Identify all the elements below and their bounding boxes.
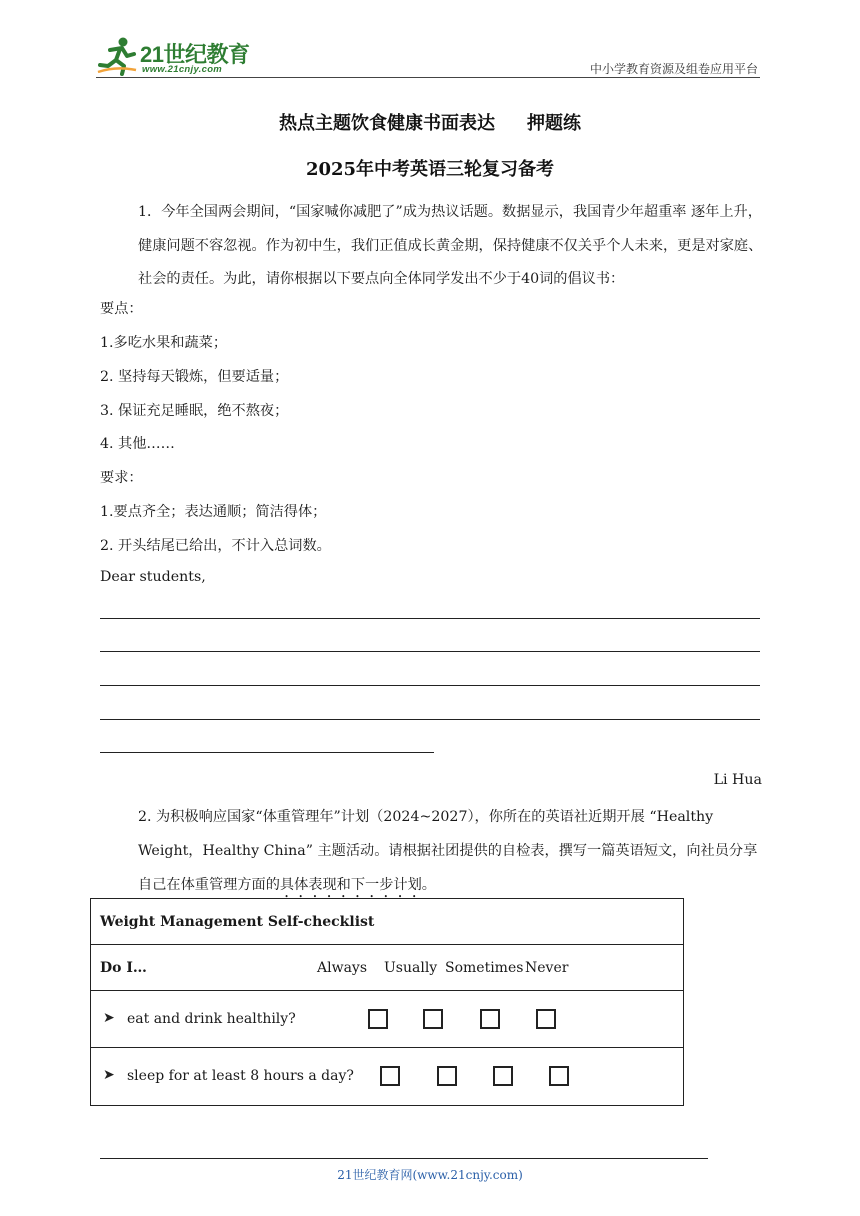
logo-url: www.21cnjy.com [142, 64, 223, 75]
page-title [0, 109, 860, 135]
answer-line[interactable] [100, 685, 760, 686]
q1-point-3: 3. 保证充足睡眠，绝不熬夜； [100, 403, 289, 419]
page-header [96, 34, 760, 78]
column-never: Never [525, 960, 569, 976]
arrow-bullet-icon: ➤ [103, 1067, 115, 1083]
q1-intro: 1．今年全国两会期间，“国家喊你减肥了”成为热议话题。数据显示，我国青少年超重率 逐年上升，健康问题不容忽视。作为初中生，我们正值成长黄金期，保持健康不仅关乎个人未来，更是对家庭、社会的责任。为此，请你根据以下要点向全体同学发出不少于40词的倡议书： [138, 204, 763, 287]
q2-intro [100, 800, 764, 902]
checkbox-always[interactable] [380, 1066, 400, 1086]
checkbox-always[interactable] [368, 1009, 388, 1029]
footer-link[interactable]: 21世纪教育网(www.21cnjy.com) [337, 1168, 523, 1182]
q1-points-label: 要点： [100, 301, 143, 317]
q1-point-1: 1.多吃水果和蔬菜； [100, 335, 228, 351]
runner-logo-icon [96, 36, 138, 76]
q2-intro-end: 。 [421, 877, 436, 893]
checkbox-usually[interactable] [423, 1009, 443, 1029]
checklist-item-text: sleep for at least 8 hours a day? [127, 1068, 354, 1084]
table-title-row [91, 899, 683, 945]
table-header-row [91, 945, 683, 991]
table-row [91, 991, 683, 1048]
table-row [91, 1048, 683, 1105]
column-sometimes: Sometimes [445, 960, 524, 976]
answer-line[interactable] [100, 618, 760, 619]
header-divider [96, 77, 760, 78]
q1-greeting: Dear students, [100, 569, 206, 585]
checkbox-sometimes[interactable] [493, 1066, 513, 1086]
table-head-label: Do I… [100, 960, 147, 976]
column-always: Always [317, 960, 368, 976]
q1-req-label: 要求： [100, 470, 143, 486]
page-subtitle: 2025年中考英语三轮复习备考 [305, 159, 555, 180]
q1-signature: Li Hua [713, 772, 762, 788]
q1-req-2: 2. 开头结尾已给出，不计入总词数。 [100, 538, 331, 554]
checkbox-never[interactable] [536, 1009, 556, 1029]
checkbox-sometimes[interactable] [480, 1009, 500, 1029]
q1-point-4: 4. 其他…… [100, 436, 175, 452]
checkbox-usually[interactable] [437, 1066, 457, 1086]
logo-text: 21世纪教育 [140, 42, 250, 67]
table-title: Weight Management Self-checklist [100, 914, 375, 930]
self-checklist-table [90, 898, 684, 1106]
answer-line[interactable] [100, 719, 760, 720]
answer-line[interactable] [100, 651, 760, 652]
q2-emphasis-text: 具体表现和下一步计划 [279, 877, 422, 893]
title-tag: 押题练 [527, 113, 581, 134]
arrow-bullet-icon: ➤ [103, 1010, 115, 1026]
site-logo[interactable] [96, 34, 266, 78]
footer-divider [100, 1158, 708, 1159]
checklist-item-text: eat and drink healthily? [127, 1011, 296, 1027]
platform-label: 中小学教育资源及组卷应用平台 [589, 62, 758, 76]
checkbox-never[interactable] [549, 1066, 569, 1086]
title-main: 热点主题饮食健康书面表达 [279, 113, 495, 134]
q1-point-2: 2. 坚持每天锻炼，但要适量； [100, 369, 289, 385]
answer-line[interactable] [100, 752, 434, 753]
q2-intro-text: 2. 为积极响应国家“体重管理年”计划（2024~2027），你所在的英语社近期开展 “Healthy Weight，Healthy China” 主题活动。请根据社团提供的自检表，撰写一篇英语短文，向社员分享自己在体重管理方面的 [138, 809, 758, 893]
column-usually: Usually [384, 960, 438, 976]
q1-req-1: 1.要点齐全；表达通顺；简洁得体； [100, 504, 327, 520]
